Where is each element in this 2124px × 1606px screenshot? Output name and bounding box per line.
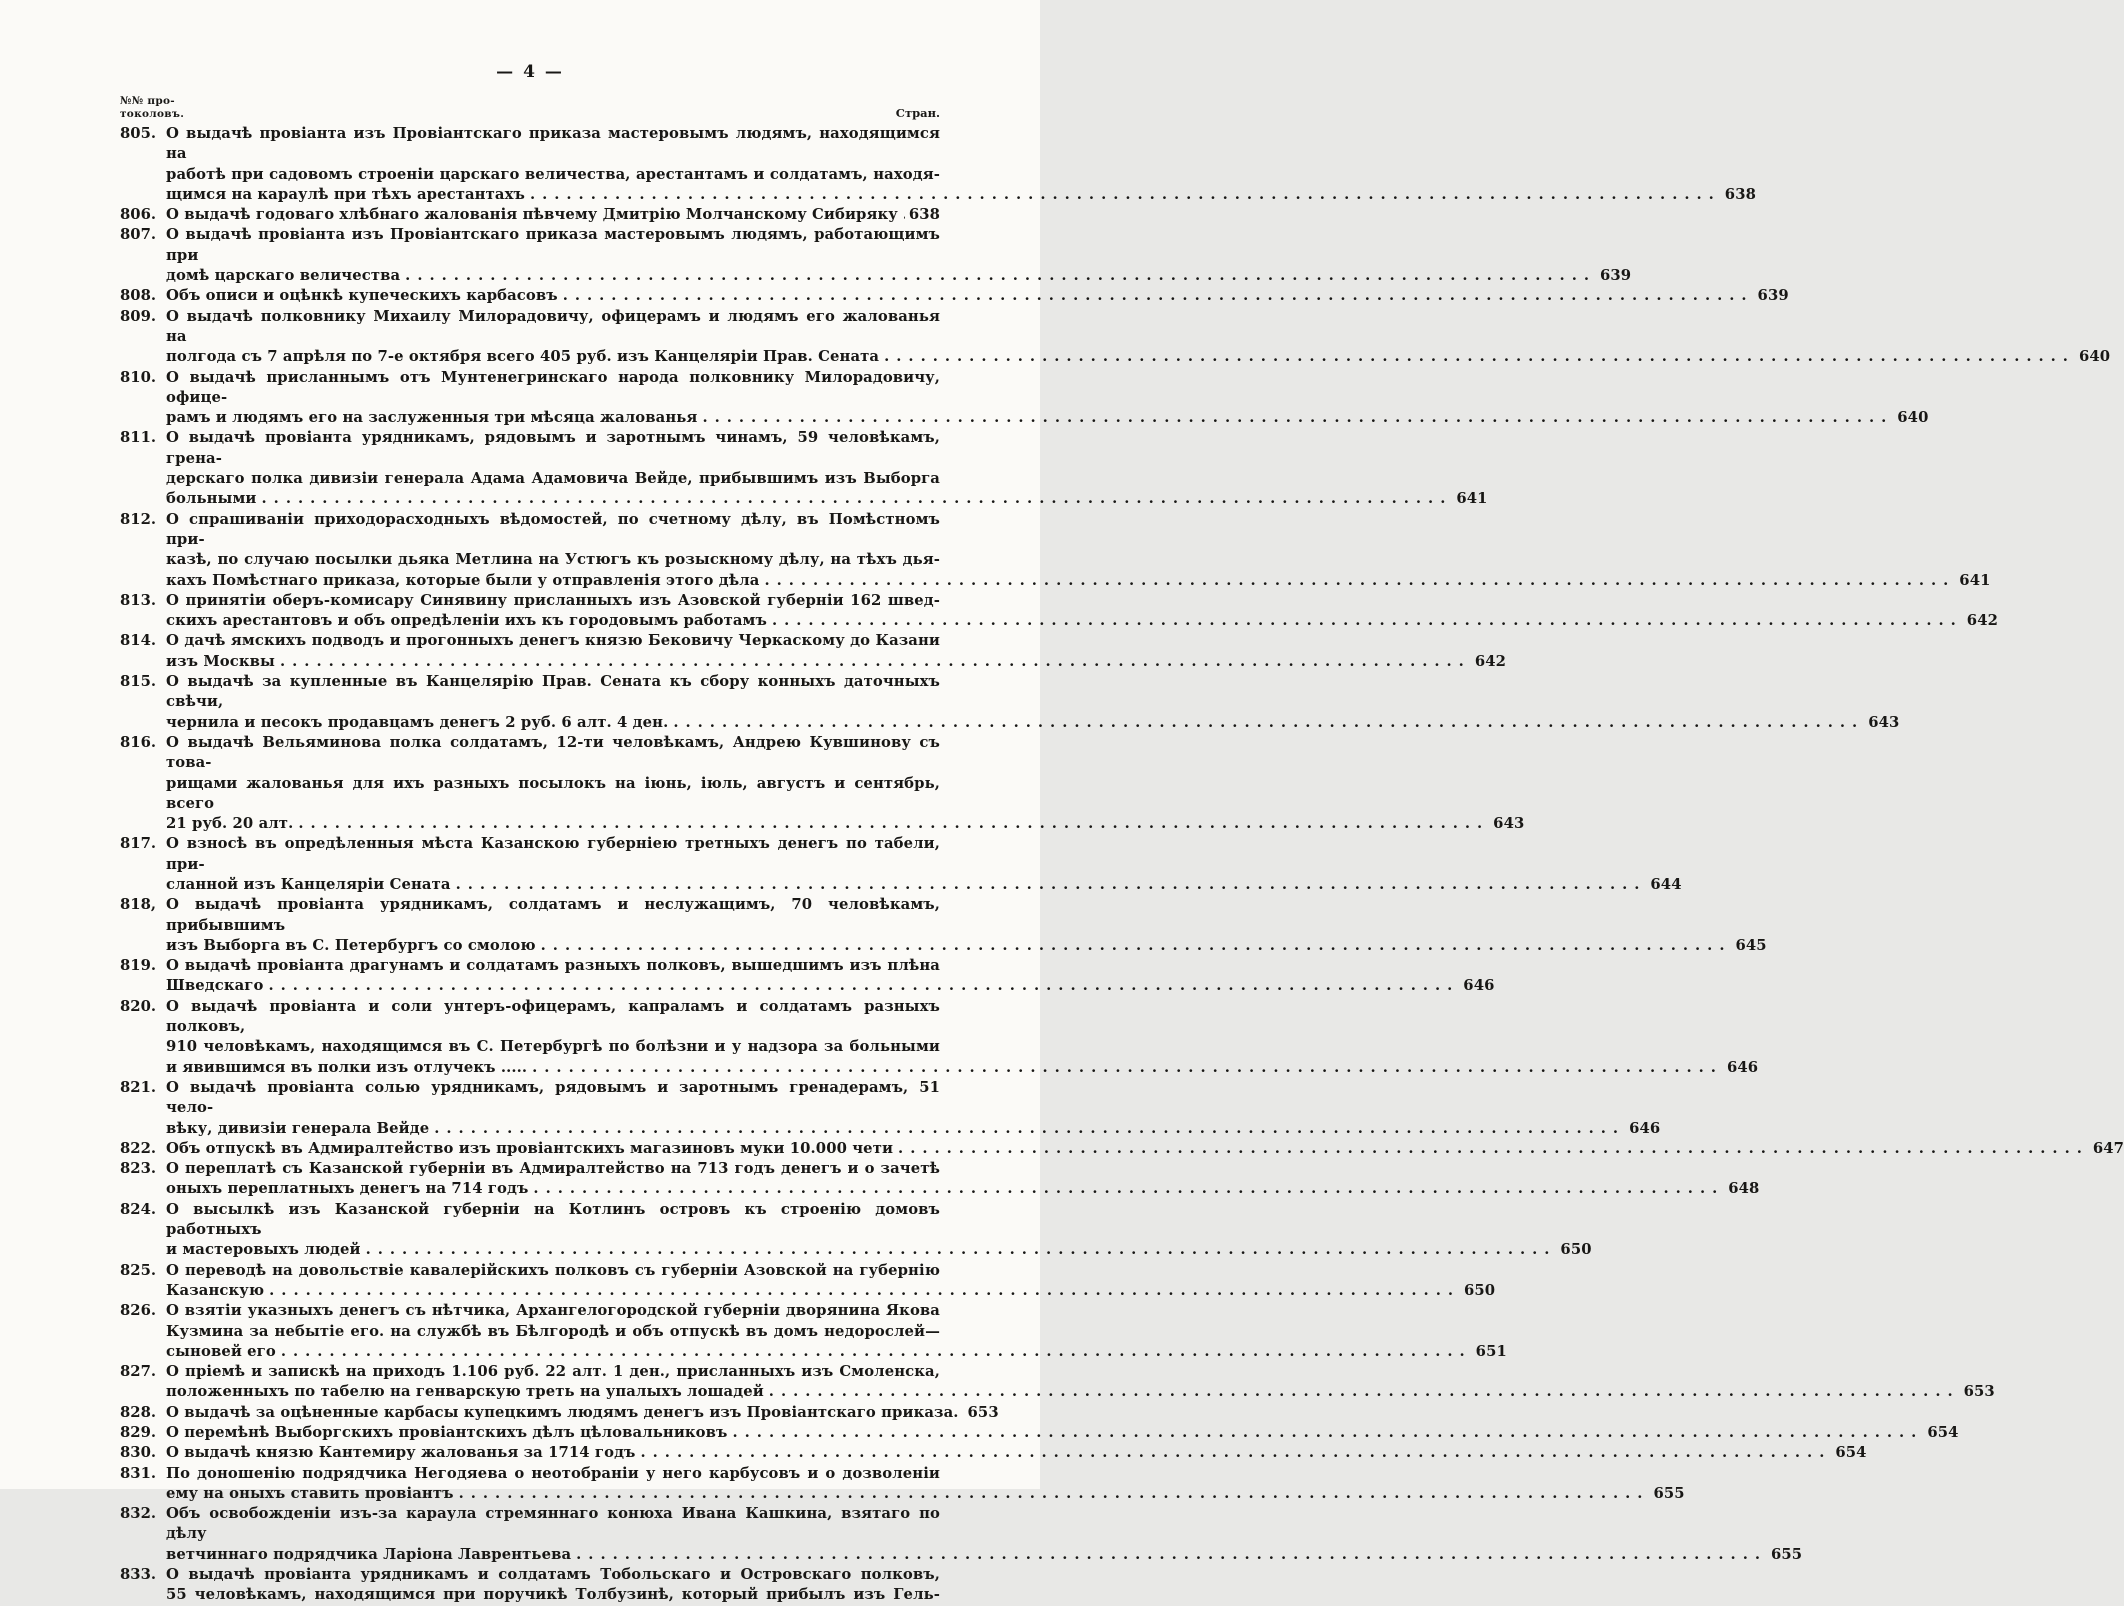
entry-number: 813. <box>120 591 157 609</box>
entry-body <box>166 631 1507 672</box>
toc-entry <box>120 1261 1496 1302</box>
entry-last-line <box>166 185 1756 205</box>
entry-body <box>166 1200 1592 1261</box>
toc-entry <box>120 286 1789 306</box>
entry-body <box>166 510 1991 591</box>
entry-body <box>166 956 1495 997</box>
entry-last-line <box>166 1058 1759 1078</box>
entry-line: О выдачѣ провіанта изъ Провіантскаго приказа мастеровымъ людямъ, работающимъ при <box>166 226 940 264</box>
entry-last-line <box>166 652 1507 672</box>
entry-page-number: 641 <box>1959 571 1991 589</box>
entry-last-line <box>166 976 1495 996</box>
entry-body <box>166 205 940 225</box>
dot-leader <box>764 571 1955 591</box>
entry-page-number: 640 <box>2078 348 2111 366</box>
entry-body <box>166 591 1998 632</box>
entry-number: 815. <box>120 673 157 691</box>
entry-body <box>166 1423 1959 1443</box>
entry-text: Объ отпускѣ въ Адмиралтейство изъ провіантскихъ магазиновъ муки 10.000 чети <box>166 1139 894 1157</box>
entry-last-line <box>166 408 1929 428</box>
entry-body <box>166 1139 2124 1159</box>
entry-number: 808. <box>120 287 157 305</box>
toc-entry <box>120 1159 1760 1200</box>
entry-page-number: 642 <box>1474 652 1507 670</box>
entry-text: домѣ царскаго величества <box>166 267 401 285</box>
protocol-numbers-heading-line2: токоловъ. <box>120 108 185 120</box>
entry-line: О высылкѣ изъ Казанской губерніи на Котлинъ островъ къ строенію домовъ работныхъ <box>166 1200 940 1239</box>
entry-number: 818, <box>120 896 157 914</box>
entry-last-line <box>166 489 1488 509</box>
toc-entry <box>120 307 2111 368</box>
column-headers <box>120 84 940 121</box>
entry-text: Объ описи и оцѣнкѣ купеческихъ карбасовъ <box>166 287 558 305</box>
entry-page-number: 645 <box>1735 936 1767 954</box>
entry-last-line <box>166 1382 1995 1402</box>
entry-last-line <box>166 713 1900 733</box>
toc-entry <box>120 225 1632 286</box>
entry-line: О взносѣ въ опредѣленныя мѣста Казанскою губерніею третныхъ денегъ по табели, при- <box>166 835 940 873</box>
entry-line: О взятіи указныхъ денегъ съ нѣтчика, Архангелогородской губерніи дворянина Якова <box>166 1302 940 1320</box>
entry-number: 831. <box>120 1464 157 1482</box>
entry-last-line <box>166 936 1767 956</box>
entry-line: О выдачѣ провіанта солью урядникамъ, рядовымъ и заротнымъ гренадерамъ, 51 чело- <box>166 1078 940 1117</box>
entry-line: Кузмина за небытіе его. на службѣ въ Бѣлгородѣ и объ отпускѣ въ домъ недорослей— <box>166 1322 940 1340</box>
entry-last-line <box>166 814 1525 834</box>
entry-page-number: 654 <box>1835 1444 1867 1462</box>
entry-body <box>166 1078 1661 1139</box>
entry-body <box>166 1261 1496 1302</box>
entry-text: ветчиннаго подрядчика Ларіона Лаврентьева <box>166 1545 572 1563</box>
entry-last-line <box>166 1423 1959 1443</box>
dot-leader <box>532 1058 1723 1078</box>
entry-text: О выдачѣ за оцѣненные карбасы купецкимъ людямъ денегъ изъ Провіантскаго приказа. <box>166 1403 959 1421</box>
entry-body <box>166 368 1929 429</box>
toc-entry <box>120 834 1682 895</box>
entry-number: 825. <box>120 1261 157 1279</box>
dot-leader <box>280 652 1471 672</box>
entry-line: О пріемѣ и запискѣ на приходъ 1.106 руб. 22 алт. 1 ден., присланныхъ изъ Смоленска, <box>166 1363 940 1381</box>
entry-page-number: 647 <box>2092 1139 2124 1157</box>
entry-number: 805. <box>120 125 157 142</box>
toc-entry <box>120 1464 1685 1505</box>
dot-leader <box>530 185 1721 205</box>
entry-body <box>166 1504 1803 1565</box>
entry-page-number: 644 <box>1650 875 1682 893</box>
entry-text: скихъ арестантовъ и объ опредѣленіи ихъ къ городовымъ работамъ <box>166 612 767 630</box>
entry-text: чернила и песокъ продавцамъ денегъ 2 руб. 6 алт. 4 ден. <box>166 713 669 731</box>
entry-number: 810. <box>120 368 157 386</box>
entry-last-line <box>166 1119 1661 1139</box>
entry-text: 21 руб. 20 алт. <box>166 815 294 833</box>
entry-number: 829. <box>120 1424 157 1441</box>
dot-leader <box>298 814 1489 834</box>
toc-entry <box>120 428 1488 509</box>
entry-text: щимся на караулѣ при тѣхъ арестантахъ <box>166 185 525 203</box>
entry-last-line <box>166 286 1789 306</box>
entry-number: 823. <box>120 1160 157 1178</box>
dot-leader <box>456 875 1647 895</box>
entry-line: О выдачѣ провіанта и соли унтеръ-офицерамъ, капраламъ и солдатамъ разныхъ полковъ, <box>166 997 940 1036</box>
dot-leader <box>459 1484 1650 1504</box>
dot-leader <box>281 1342 1472 1362</box>
entry-page-number: 653 <box>967 1403 999 1421</box>
dot-leader <box>898 1139 2089 1159</box>
entry-line: 55 человѣкамъ, находящимся при поручикѣ Толбузинѣ, который прибылъ изъ Гель- <box>166 1586 940 1604</box>
toc-entries <box>120 124 2124 1606</box>
entry-page-number: 639 <box>1757 287 1789 305</box>
toc-entry <box>120 1139 2124 1159</box>
entry-text: вѣку, дивизіи генерала Вейде <box>166 1119 430 1137</box>
toc-entry <box>120 1362 1995 1403</box>
entry-line: дерскаго полка дивизіи генерала Адама Адамовича Вейде, прибывшимъ изъ Выборга <box>166 470 940 488</box>
entry-last-line <box>166 1443 1867 1463</box>
entry-text: больными <box>166 490 257 508</box>
protocol-numbers-heading-line1: №№ про- <box>120 95 175 107</box>
entry-text: изъ Выборга въ С. Петербургъ со смолою <box>166 936 536 954</box>
toc-entry <box>120 368 1929 429</box>
entry-number: 819. <box>120 957 157 975</box>
entry-page-number: 642 <box>1966 612 1998 630</box>
toc-entry <box>120 591 1998 632</box>
entry-page-number: 655 <box>1771 1545 1803 1563</box>
dot-leader <box>769 1382 1960 1402</box>
entry-line: О переводѣ на довольствіе кавалерійскихъ полковъ съ губерніи Азовской на губернію <box>166 1261 940 1279</box>
entry-line: О выдачѣ провіанта урядникамъ, рядовымъ и заротнымъ чинамъ, 59 человѣкамъ, грена- <box>166 429 940 467</box>
entry-number: 817. <box>120 835 157 853</box>
entry-line: Объ освобожденіи изъ-за караула стремяннаго конюха Ивана Кашкина, взятаго по дѣлу <box>166 1505 940 1543</box>
entry-page-number: 643 <box>1493 815 1525 833</box>
entry-number: 821. <box>120 1078 157 1096</box>
entry-number: 812. <box>120 510 157 528</box>
entry-line: О выдачѣ провіанта урядникамъ, солдатамъ и неслужащимъ, 70 человѣкамъ, прибывшимъ <box>166 896 940 934</box>
entry-body <box>166 1362 1995 1403</box>
entry-line: рищами жалованья для ихъ разныхъ посылокъ на іюнь, іюль, августъ и сентябрь, всего <box>166 774 940 812</box>
entry-text: оныхъ переплатныхъ денегъ на 714 годъ <box>166 1180 529 1198</box>
entry-number: 827. <box>120 1363 157 1381</box>
entry-page-number: 646 <box>1629 1119 1661 1137</box>
entry-line: казѣ, по случаю посылки дьяка Метлина на Устюгъ къ розыскному дѣлу, на тѣхъ дья- <box>166 551 940 569</box>
entry-body <box>166 124 1756 205</box>
entry-line: По доношенію подрядчика Негодяева о неотобраніи у него карбусовъ и о дозволеніи <box>166 1464 940 1482</box>
entry-body <box>166 1403 999 1423</box>
toc-entry <box>120 1301 1507 1362</box>
entry-page-number: 650 <box>1464 1281 1496 1299</box>
entry-body <box>166 733 1525 834</box>
entry-text: сланной изъ Канцеляріи Сената <box>166 875 451 893</box>
entry-line: О спрашиваніи приходорасходныхъ вѣдомостей, по счетному дѣлу, въ Помѣстномъ при- <box>166 510 940 548</box>
dot-leader <box>434 1119 1625 1139</box>
toc-entry <box>120 956 1495 997</box>
entry-number: 822. <box>120 1139 157 1157</box>
entry-body <box>166 428 1488 509</box>
dot-leader <box>903 205 905 225</box>
entry-text: Шведскаго <box>166 977 264 995</box>
dot-leader <box>405 266 1596 286</box>
entry-line: О выдачѣ присланнымъ отъ Мунтенегринскаго народа полковнику Милорадовичу, офице- <box>166 368 940 406</box>
page-header <box>120 62 940 82</box>
toc-entry <box>120 205 940 225</box>
dot-leader <box>732 1423 1923 1443</box>
dot-leader <box>702 408 1893 428</box>
entry-body <box>166 225 1632 286</box>
dot-leader <box>576 1545 1767 1565</box>
entry-last-line <box>166 611 1998 631</box>
toc-entry <box>120 124 1756 205</box>
entry-body <box>166 834 1682 895</box>
entry-body <box>166 672 1900 733</box>
dot-leader <box>541 936 1732 956</box>
entry-number: 832. <box>120 1505 157 1523</box>
entry-page-number: 641 <box>1456 490 1488 508</box>
entry-page-number: 638 <box>1724 185 1756 203</box>
toc-entry <box>120 997 1759 1078</box>
entry-number: 828. <box>120 1403 157 1421</box>
entry-number: 807. <box>120 226 157 244</box>
dot-leader <box>884 347 2075 367</box>
entry-page-number: 646 <box>1463 977 1495 995</box>
entry-body <box>166 1301 1507 1362</box>
entry-text: ему на оныхъ ставить провіантъ <box>166 1484 454 1502</box>
toc-entry <box>120 1403 999 1423</box>
entry-line: О выдачѣ провіанта драгунамъ и солдатамъ разныхъ полковъ, вышедшимъ изъ плѣна <box>166 957 940 975</box>
entry-number: 806. <box>120 206 157 224</box>
entry-line: О выдачѣ полковнику Михаилу Милорадовичу, офицерамъ и людямъ его жалованья на <box>166 307 940 345</box>
entry-last-line <box>166 1240 1592 1260</box>
entry-number: 833. <box>120 1566 157 1584</box>
toc-entry <box>120 631 1507 672</box>
dot-leader <box>269 1281 1460 1301</box>
entry-number: 811. <box>120 429 157 447</box>
entry-page-number: 639 <box>1600 267 1632 285</box>
entry-line: О выдачѣ провіанта урядникамъ и солдатамъ Тобольскаго и Островскаго полковъ, <box>166 1566 940 1584</box>
entry-text: положенныхъ по табелю на генварскую треть на упалыхъ лошадей <box>166 1383 764 1401</box>
entry-page-number: 654 <box>1927 1424 1959 1441</box>
entry-page-number: 638 <box>908 206 940 224</box>
entry-last-line <box>166 347 2111 367</box>
dot-leader <box>673 713 1864 733</box>
entry-body <box>166 1464 1685 1505</box>
entry-body <box>166 1159 1760 1200</box>
entry-body <box>166 895 1767 956</box>
dot-leader <box>533 1179 1724 1199</box>
entry-number: 809. <box>120 307 157 325</box>
entry-last-line <box>166 571 1991 591</box>
entry-text: сыновей его <box>166 1342 276 1360</box>
entry-line: О переплатѣ съ Казанской губерніи въ Адмиралтейство на 713 годъ денегъ и о зачетѣ <box>166 1160 940 1178</box>
protocol-numbers-heading <box>120 95 184 121</box>
entry-line: работѣ при садовомъ строеніи царскаго величества, арестантамъ и солдатамъ, находя- <box>166 165 940 183</box>
entry-last-line <box>166 1281 1496 1301</box>
entry-text: О выдачѣ князю Кантемиру жалованья за 1714 годъ <box>166 1444 636 1462</box>
entry-body <box>166 286 1789 306</box>
entry-last-line <box>166 1139 2124 1159</box>
entry-text: и мастеровыхъ людей <box>166 1241 361 1259</box>
toc-entry <box>120 733 1525 834</box>
entry-line: 910 человѣкамъ, находящимся въ С. Петербургѣ по болѣзни и у надзора за больными <box>166 1038 940 1056</box>
entry-page-number: 646 <box>1726 1058 1759 1076</box>
toc-entry <box>120 1504 1803 1565</box>
entry-line: О выдачѣ за купленные въ Канцелярію Прав. Сената къ сбору конныхъ даточныхъ свѣчи, <box>166 673 940 711</box>
toc-entry <box>120 1078 1661 1139</box>
entry-number: 826. <box>120 1302 157 1320</box>
entry-last-line <box>166 205 940 225</box>
dot-leader <box>641 1443 1832 1463</box>
entry-last-line <box>166 875 1682 895</box>
entry-text: кахъ Помѣстнаго приказа, которые были у отправленія этого дѣла <box>166 571 760 589</box>
entry-number: 814. <box>120 632 157 650</box>
dot-leader <box>563 286 1754 306</box>
entry-text: О перемѣнѣ Выборгскихъ провіантскихъ дѣлъ цѣловальниковъ <box>166 1424 728 1441</box>
entry-line: О принятіи оберъ-комисару Синявину присланныхъ изъ Азовской губерніи 162 швед- <box>166 591 940 609</box>
entry-last-line <box>166 1545 1803 1565</box>
toc-entry <box>120 672 1900 733</box>
entry-last-line <box>166 1179 1760 1199</box>
entry-line: О выдачѣ провіанта изъ Провіантскаго приказа мастеровымъ людямъ, находящимся на <box>166 125 940 163</box>
toc-entry <box>120 1443 1867 1463</box>
pages-column-heading: Стран. <box>895 106 940 120</box>
entry-line: О выдачѣ Вельяминова полка солдатамъ, 12-ти человѣкамъ, Андрею Кувшинову съ това- <box>166 733 940 772</box>
entry-page-number: 655 <box>1653 1484 1685 1502</box>
dot-leader <box>268 976 1459 996</box>
entry-page-number: 648 <box>1728 1180 1760 1198</box>
dot-leader <box>262 489 1453 509</box>
toc-entry <box>120 1423 1959 1443</box>
entry-text: О выдачѣ годоваго хлѣбнаго жалованія пѣвчему Дмитрію Молчанскому Сибиряку <box>166 206 898 224</box>
entry-text: рамъ и людямъ его на заслуженныя три мѣсяца жалованья <box>166 409 698 427</box>
entry-page-number: 643 <box>1868 713 1900 731</box>
dot-leader <box>772 611 1963 631</box>
entry-last-line <box>166 1342 1507 1362</box>
toc-entry <box>120 1565 940 1606</box>
page-number: — 4 — <box>496 62 564 82</box>
entry-line: О дачѣ ямскихъ подводъ и прогонныхъ денегъ князю Бековичу Черкаскому до Казани <box>166 632 940 650</box>
entry-body <box>166 307 2111 368</box>
entry-number: 816. <box>120 733 157 751</box>
toc-entry <box>120 895 1767 956</box>
entry-page-number: 653 <box>1963 1383 1995 1401</box>
entry-last-line <box>166 1484 1685 1504</box>
entry-text: Казанскую <box>166 1281 265 1299</box>
entry-last-line <box>166 1403 999 1423</box>
entry-body <box>166 1565 940 1606</box>
entry-number: 824. <box>120 1200 157 1218</box>
dot-leader <box>366 1240 1557 1260</box>
entry-body <box>166 997 1759 1078</box>
entry-page-number: 640 <box>1897 409 1929 427</box>
entry-number: 830. <box>120 1444 157 1462</box>
entry-text: полгода съ 7 апрѣля по 7-е октября всего 405 руб. изъ Канцеляріи Прав. Сената <box>166 348 880 366</box>
entry-number: 820. <box>120 997 157 1015</box>
toc-entry <box>120 1200 1592 1261</box>
entry-page-number: 651 <box>1475 1342 1507 1360</box>
entry-body <box>166 1443 1867 1463</box>
entry-text: изъ Москвы <box>166 652 275 670</box>
entry-text: и явившимся въ полки изъ отлучекъ ..... <box>166 1058 528 1076</box>
toc-entry <box>120 510 1991 591</box>
entry-page-number: 650 <box>1560 1241 1592 1259</box>
entry-last-line <box>166 266 1632 286</box>
